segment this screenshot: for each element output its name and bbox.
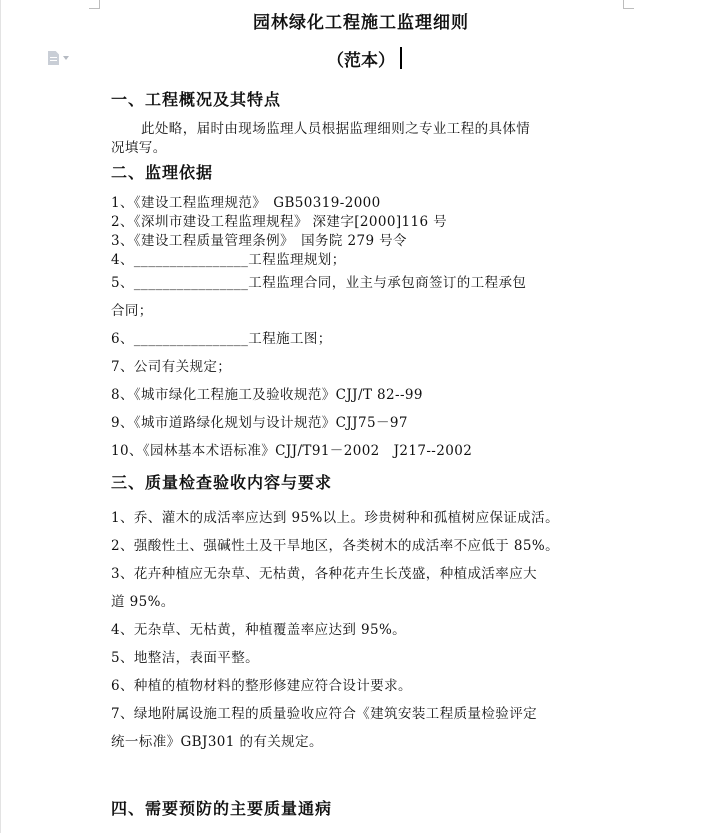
list-item: 1、《建设工程监理规范》 GB50319-2000: [111, 195, 381, 211]
list-item: 9、《城市道路绿化规划与设计规范》CJJ75－97: [111, 415, 408, 431]
section-heading: 一、工程概况及其特点: [111, 90, 282, 109]
paragraph-line: 此处略，届时由现场监理人员根据监理细则之专业工程的具体情: [141, 121, 531, 137]
list-item: 7、公司有关规定；: [111, 359, 232, 375]
list-item: 3、《建设工程质量管理条例》 国务院 279 号令: [111, 233, 407, 249]
paragraph-line: 况填写。: [111, 140, 167, 156]
list-item: 2、《深圳市建设工程监理规程》 深建字[2000]116 号: [111, 214, 448, 230]
list-item: 1、乔、灌木的成活率应达到 95%以上。珍贵树种和孤植树应保证成活。: [111, 510, 559, 526]
list-item: 6、________________工程施工图；: [111, 331, 332, 347]
list-item: 3、花卉种植应无杂草、无枯黄，各种花卉生长茂盛，种植成活率应大: [111, 566, 537, 582]
list-item: 10、《园林基本术语标准》CJJ/T91－2002 J217--2002: [111, 443, 473, 459]
list-item: 8、《城市绿化工程施工及验收规范》CJJ/T 82--99: [111, 387, 423, 403]
document-subtitle: （范本）: [327, 51, 395, 71]
section-heading: 三、质量检查验收内容与要求: [111, 473, 333, 492]
section-heading: 二、监理依据: [111, 163, 214, 182]
list-item: 合同；: [111, 303, 153, 319]
document-title: 园林绿化工程施工监理细则: [253, 13, 469, 33]
list-item: 道 95%。: [111, 594, 175, 610]
list-item: 4、________________工程监理规划；: [111, 252, 346, 268]
text-cursor: [400, 47, 402, 69]
list-item: 6、种植的植物材料的整形修建应符合设计要求。: [111, 678, 412, 694]
section-heading: 四、需要预防的主要质量通病: [111, 799, 333, 818]
list-item: 5、地整洁，表面平整。: [111, 650, 259, 666]
list-item: 统一标准》GBJ301 的有关规定。: [111, 734, 323, 750]
list-item: 7、绿地附属设施工程的质量验收应符合《建筑安装工程质量检验评定: [111, 706, 537, 722]
list-item: 5、________________工程监理合同，业主与承包商签订的工程承包: [111, 275, 527, 291]
list-item: 2、强酸性土、强碱性土及干旱地区，各类树木的成活率不应低于 85%。: [111, 538, 559, 554]
list-item: 4、无杂草、无枯黄，种植覆盖率应达到 95%。: [111, 622, 407, 638]
